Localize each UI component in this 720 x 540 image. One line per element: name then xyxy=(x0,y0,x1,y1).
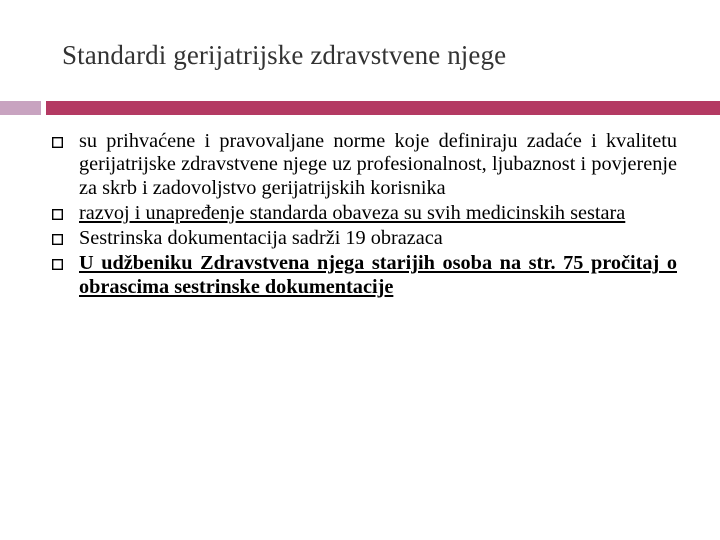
bullet-item xyxy=(0,252,677,299)
square-bullet-icon xyxy=(52,234,63,245)
bullet-list xyxy=(0,130,720,302)
bullet-text: U udžbeniku Zdravstvena njega starijih osoba na str. 75 pročitaj o obrascima sestrinske dokumentacije xyxy=(79,252,677,298)
bullet-text: razvoj i unapređenje standarda obaveza su svih medicinskih sestara xyxy=(79,201,626,224)
bullet-text: Sestrinska dokumentacija sadrži 19 obrazaca xyxy=(79,227,443,250)
square-bullet-icon xyxy=(52,259,63,270)
bullet-text: su prihvaćene i pravovaljane norme koje definiraju zadaće i kvalitetu gerijatrijske zdravstvene njege uz profesionalnost, ljubaznost i povjerenje za skrb i zadovoljstvo gerijatrijskih korisnika xyxy=(79,130,677,199)
square-bullet-icon xyxy=(52,209,63,220)
title-rule-right xyxy=(46,101,720,115)
bullet-item xyxy=(0,130,677,200)
slide-title: Standardi gerijatrijske zdravstvene njege xyxy=(62,40,507,70)
bullet-item xyxy=(0,227,677,250)
title-rule-left xyxy=(0,101,41,115)
bullet-item xyxy=(0,202,677,225)
square-bullet-icon xyxy=(52,137,63,148)
